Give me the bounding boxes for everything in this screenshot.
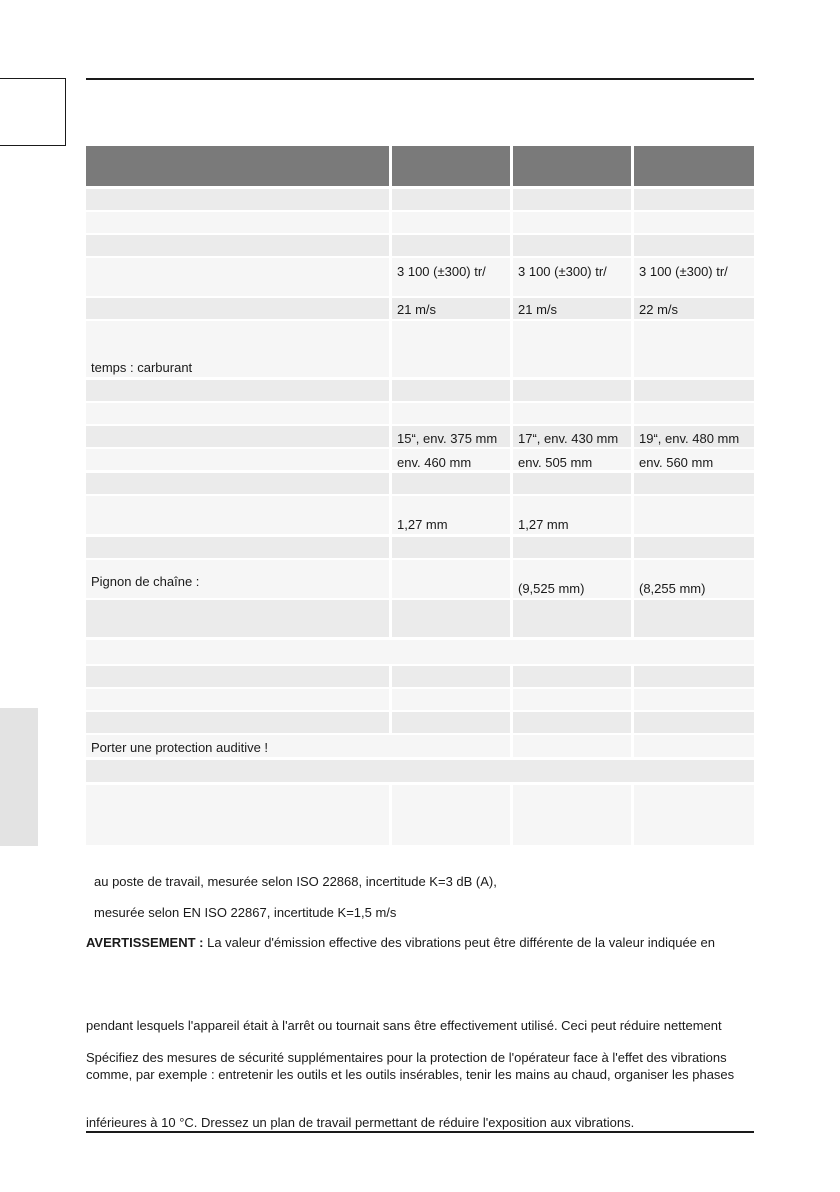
chain-speed-value: 21 m/s [518, 302, 558, 317]
table-row-section [86, 640, 754, 664]
header-cell [513, 146, 631, 186]
rpm-value: 3 100 (±300) tr/ [639, 264, 728, 279]
chain-pitch-value: (9,525 mm) [518, 581, 585, 596]
warning-label: AVERTISSEMENT : [86, 935, 204, 950]
table-row [86, 712, 754, 733]
bar-length-value: 17“, env. 430 mm [518, 431, 619, 446]
table-row [86, 689, 754, 710]
noise-footnote: au poste de travail, mesurée selon ISO 22868, incertitude K=3 dB (A), [94, 874, 497, 889]
table-row [86, 380, 754, 401]
chain-gauge-value: 1,27 mm [397, 517, 448, 532]
table-row-section [86, 760, 754, 782]
table-row [86, 473, 754, 494]
cut-length-value: env. 560 mm [639, 455, 714, 470]
chain-speed-value: 22 m/s [639, 302, 679, 317]
table-row [86, 403, 754, 424]
table-row [86, 537, 754, 558]
hearing-protection-warning: Porter une protection auditive ! [91, 740, 269, 755]
table-row-bar-length [86, 426, 754, 447]
table-header [86, 146, 754, 186]
chain-pitch-value: (8,255 mm) [639, 581, 706, 596]
paragraph-line: Spécifiez des mesures de sécurité supplémentaires pour la protection de l'opérateur face à l'effet des vibrations [86, 1050, 727, 1065]
table-row [86, 235, 754, 256]
chain-gauge-value: 1,27 mm [518, 517, 569, 532]
table-row [86, 600, 754, 637]
table-row [86, 666, 754, 687]
table-row [86, 212, 754, 233]
bar-length-value: 15“, env. 375 mm [397, 431, 498, 446]
warning-paragraph [86, 935, 715, 950]
header-cell [86, 146, 389, 186]
warning-text: La valeur d'émission effective des vibrations peut être différente de la valeur indiquée en [203, 935, 715, 950]
side-section-tab [0, 708, 38, 846]
paragraph-line: inférieures à 10 °C. Dressez un plan de travail permettant de réduire l'exposition aux vibrations. [86, 1115, 635, 1130]
language-tab-box [0, 78, 66, 146]
table-row-sprocket [86, 560, 754, 598]
paragraph-line: pendant lesquels l'appareil était à l'arrêt ou tournait sans être effectivement utilisé. Ceci peut réduire nettement [86, 1018, 722, 1033]
table-row-chain-speed [86, 298, 754, 319]
cut-length-value: env. 505 mm [518, 455, 593, 470]
rpm-value: 3 100 (±300) tr/ [518, 264, 607, 279]
bar-length-value: 19“, env. 480 mm [639, 431, 740, 446]
sprocket-label: Pignon de chaîne : [91, 574, 200, 589]
cut-length-value: env. 460 mm [397, 455, 472, 470]
table-row-cut-length [86, 449, 754, 470]
table-row [86, 189, 754, 210]
table-row-hearing [86, 735, 754, 757]
chain-speed-value: 21 m/s [397, 302, 437, 317]
bottom-rule [86, 1131, 754, 1133]
header-cell [392, 146, 510, 186]
header-cell [634, 146, 754, 186]
vibration-footnote: mesurée selon EN ISO 22867, incertitude K=1,5 m/s [94, 905, 397, 920]
table-row-rpm [86, 258, 754, 296]
top-rule [86, 78, 754, 80]
rpm-value: 3 100 (±300) tr/ [397, 264, 486, 279]
fuel-mix-label: temps : carburant [91, 360, 193, 375]
table-row [86, 785, 754, 845]
table-row-fuel-mix [86, 321, 754, 377]
table-row-chain-gauge [86, 496, 754, 534]
paragraph-line: comme, par exemple : entretenir les outils et les outils insérables, tenir les mains au chaud, organiser les phases [86, 1067, 735, 1082]
